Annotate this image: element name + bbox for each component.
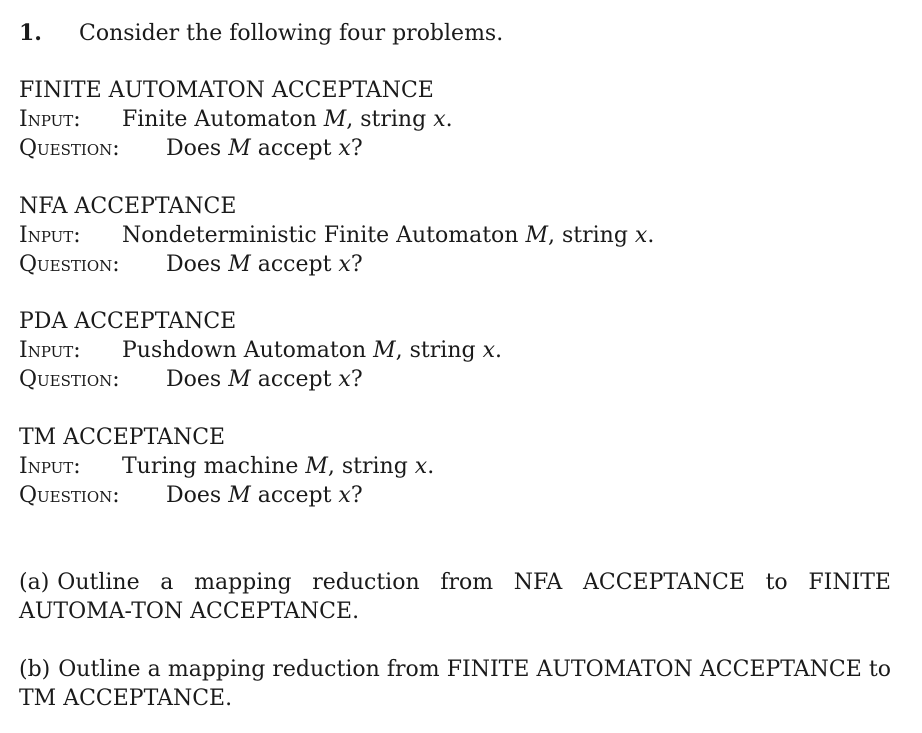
- problem-nfa-acceptance: [19, 192, 654, 279]
- problem-finite-automaton-acceptance: [19, 76, 453, 163]
- input-mid: , string: [548, 223, 635, 248]
- question-mid: accept: [250, 483, 339, 508]
- question-var-m: M: [228, 367, 251, 392]
- problem-title: FINITE AUTOMATON ACCEPTANCE: [19, 78, 434, 103]
- question-pre: Does: [166, 483, 229, 508]
- question-end: ?: [350, 367, 363, 392]
- problem-tm-acceptance: [19, 423, 434, 510]
- problem-title: PDA ACCEPTANCE: [19, 309, 237, 334]
- question-label: Question:: [19, 483, 120, 508]
- question-var-x: x: [338, 136, 351, 161]
- input-var-x: x: [634, 223, 648, 248]
- input-var-m: M: [525, 223, 548, 248]
- input-text: Nondeterministic Finite Automaton: [122, 223, 526, 248]
- question-label: Question:: [19, 367, 120, 392]
- question-end: ?: [350, 136, 363, 161]
- input-text: Turing machine: [122, 454, 306, 479]
- question-var-m: M: [228, 252, 251, 277]
- question-pre: Does: [166, 136, 229, 161]
- problem-input: [19, 105, 453, 134]
- input-end: .: [495, 338, 502, 363]
- part-b-tag: (b): [19, 657, 51, 682]
- question-intro: Consider the following four problems.: [79, 21, 504, 46]
- input-text: Finite Automaton: [122, 107, 324, 132]
- part-a-text: Outline a mapping reduction from NFA ACCEPTANCE to FINITE AUTOMA-TON ACCEPTANCE.: [19, 570, 891, 624]
- question-var-x: x: [338, 483, 351, 508]
- problem-input: [19, 452, 434, 481]
- problem-title: TM ACCEPTANCE: [19, 425, 226, 450]
- question-var-m: M: [228, 483, 251, 508]
- input-var-m: M: [373, 338, 396, 363]
- problem-question: [19, 365, 502, 394]
- input-var-m: M: [323, 107, 347, 132]
- question-heading: [19, 20, 503, 46]
- input-mid: , string: [395, 338, 483, 363]
- problem-input: [19, 221, 654, 250]
- input-label: Input:: [19, 338, 81, 363]
- problem-input: [19, 336, 502, 365]
- input-var-x: x: [433, 107, 446, 132]
- input-end: .: [445, 107, 453, 132]
- input-var-m: M: [305, 454, 328, 479]
- question-var-x: x: [338, 367, 351, 392]
- part-a: [19, 568, 891, 626]
- part-b-text: Outline a mapping reduction from FINITE AUTOMATON ACCEPTANCE to TM ACCEPTANCE.: [19, 657, 891, 711]
- problem-pda-acceptance: [19, 307, 502, 394]
- input-end: .: [427, 454, 435, 479]
- part-b: [19, 655, 891, 713]
- input-mid: , string: [327, 454, 415, 479]
- question-var-m: M: [228, 136, 251, 161]
- input-text: Pushdown Automaton: [122, 338, 374, 363]
- question-var-x: x: [338, 252, 351, 277]
- question-mid: accept: [250, 367, 339, 392]
- input-label: Input:: [19, 223, 81, 248]
- problem-question: [19, 134, 453, 163]
- problem-question: [19, 481, 434, 510]
- question-label: Question:: [19, 252, 120, 277]
- input-mid: , string: [346, 107, 434, 132]
- input-label: Input:: [19, 107, 81, 132]
- question-end: ?: [350, 252, 363, 277]
- input-var-x: x: [482, 338, 495, 363]
- question-number: 1.: [19, 20, 42, 46]
- input-end: .: [647, 223, 655, 248]
- input-label: Input:: [19, 454, 81, 479]
- question-label: Question:: [19, 136, 120, 161]
- question-end: ?: [350, 483, 363, 508]
- question-pre: Does: [166, 367, 229, 392]
- question-mid: accept: [250, 136, 339, 161]
- question-mid: accept: [250, 252, 339, 277]
- problem-question: [19, 250, 654, 279]
- input-var-x: x: [414, 454, 428, 479]
- part-a-tag: (a): [19, 570, 50, 595]
- problem-title: NFA ACCEPTANCE: [19, 194, 237, 219]
- question-pre: Does: [166, 252, 229, 277]
